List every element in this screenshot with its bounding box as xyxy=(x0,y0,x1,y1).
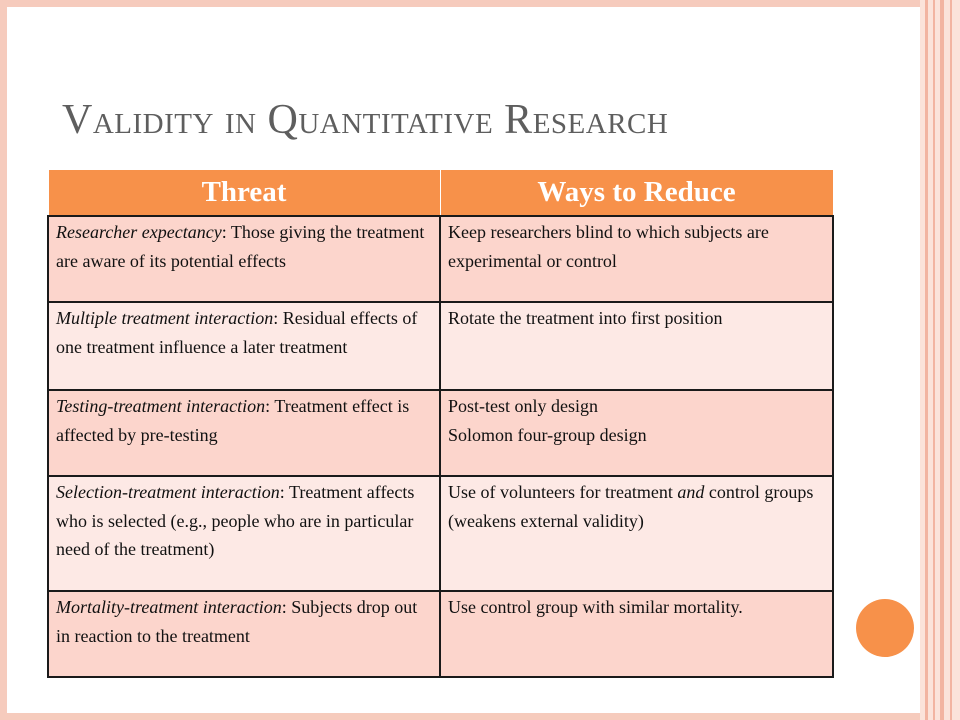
slide-title: Validity in Quantitative Research xyxy=(62,97,669,143)
reduce-cell xyxy=(440,476,833,591)
reduce-cell xyxy=(440,302,833,390)
reduce-text: Use of volunteers for treatment xyxy=(448,482,678,502)
reduce-cell xyxy=(440,390,833,476)
table-row xyxy=(48,216,833,302)
frame-right-stripe xyxy=(940,0,944,720)
threat-name: Testing-treatment interaction xyxy=(56,396,266,416)
header-ways-to-reduce: Ways to Reduce xyxy=(440,170,833,217)
threat-cell xyxy=(48,591,440,677)
table-row xyxy=(48,302,833,390)
reduce-text: Use control group with similar mortality. xyxy=(448,597,743,617)
threat-description: : Subjects drop out in reaction to the treatment xyxy=(56,597,418,646)
threats-table xyxy=(47,169,834,678)
table-row xyxy=(48,390,833,476)
threat-description: : Those giving the treatment are aware of its potential effects xyxy=(56,222,425,271)
frame-right-stripe xyxy=(925,0,928,720)
threat-name: Selection-treatment interaction xyxy=(56,482,280,502)
reduce-emphasis: and xyxy=(677,482,705,502)
threat-cell xyxy=(48,216,440,302)
accent-circle-icon xyxy=(856,599,914,657)
table-row xyxy=(48,476,833,591)
threat-description: : Residual effects of one treatment influence a later treatment xyxy=(56,308,418,357)
threat-cell xyxy=(48,476,440,591)
threat-name: Mortality-treatment interaction xyxy=(56,597,282,617)
frame-top-border xyxy=(0,0,960,7)
table-row xyxy=(48,591,833,677)
reduce-text: Solomon four-group design xyxy=(448,424,647,445)
reduce-text: Keep researchers blind to which subjects are experimental or control xyxy=(448,222,769,271)
reduce-text: Post-test only design xyxy=(448,396,599,416)
header-threat: Threat xyxy=(48,170,440,217)
frame-right-stripe xyxy=(933,0,935,720)
frame-left-border xyxy=(0,0,7,720)
threat-description: : Treatment affects who is selected (e.g., people who are in particular need of the treatment) xyxy=(56,482,415,559)
threat-cell xyxy=(48,302,440,390)
reduce-cell xyxy=(440,216,833,302)
reduce-text: control groups (weakens external validity) xyxy=(448,482,814,531)
reduce-cell xyxy=(440,591,833,677)
threat-description: : Treatment effect is affected by pre-testing xyxy=(56,396,410,445)
threat-name: Multiple treatment interaction xyxy=(56,308,274,328)
frame-right-stripe xyxy=(950,0,952,720)
threat-name: Researcher expectancy xyxy=(56,222,222,242)
threat-cell xyxy=(48,390,440,476)
frame-bottom-border xyxy=(0,713,960,720)
reduce-text: Rotate the treatment into first position xyxy=(448,308,723,328)
table-header-row xyxy=(48,170,833,217)
